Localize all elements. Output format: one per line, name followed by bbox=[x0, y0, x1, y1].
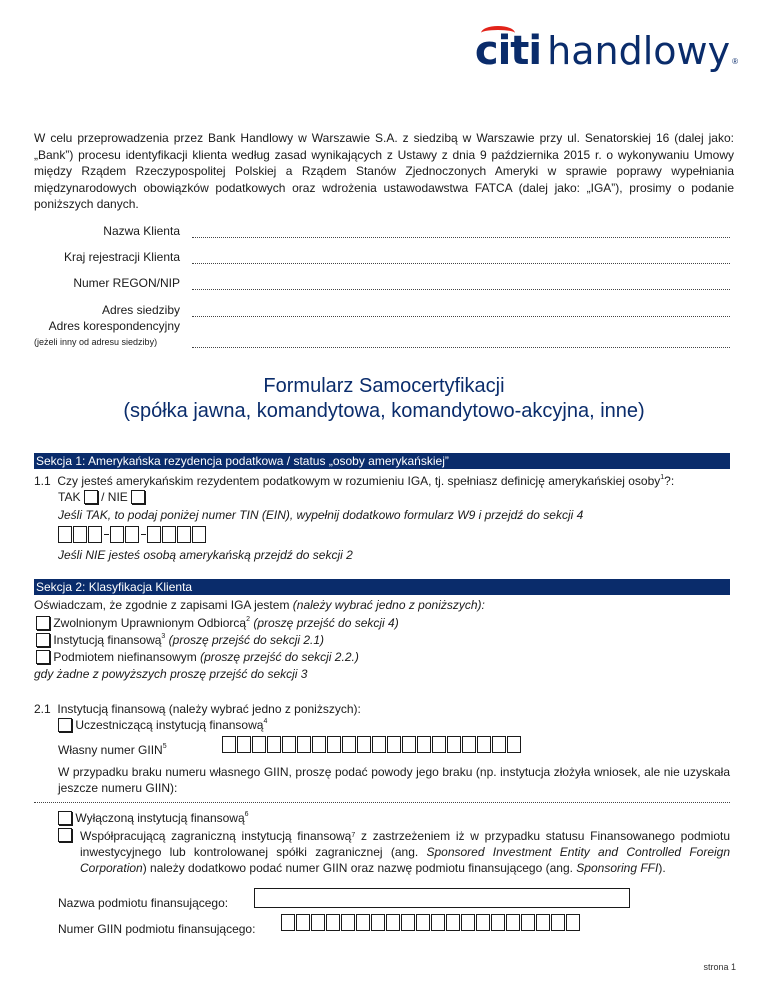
tin-digit-box[interactable] bbox=[88, 526, 102, 543]
tin-digit-box[interactable] bbox=[73, 526, 87, 543]
giin-char-box[interactable] bbox=[462, 736, 476, 753]
tin-digit-box[interactable] bbox=[125, 526, 139, 543]
option-financial-institution[interactable] bbox=[36, 633, 324, 647]
form-title: Formularz Samocertyfikacji bbox=[263, 375, 505, 397]
option-label: Podmiotem niefinansowym bbox=[53, 650, 197, 664]
regon-nip-input[interactable] bbox=[192, 280, 730, 290]
question-1-1 bbox=[34, 474, 674, 488]
footnote-ref: 6 bbox=[244, 811, 249, 818]
logo-citi-text: citi bbox=[474, 28, 542, 74]
corr-address-input[interactable] bbox=[192, 338, 730, 348]
sponsor-giin-input[interactable] bbox=[281, 914, 581, 931]
footnote-ref: 2 bbox=[246, 616, 250, 623]
intro-text: Oświadczam, że zgodnie z zapisami IGA jestem bbox=[34, 598, 290, 612]
field-label: Numer REGON/NIP bbox=[73, 276, 180, 290]
giin-char-box[interactable] bbox=[342, 736, 356, 753]
option-text: ) należy dodatkowo podać numer GIIN oraz nazwę podmiotu finansującego (ang. bbox=[142, 861, 577, 875]
sponsor-giin-char-box[interactable] bbox=[311, 914, 325, 931]
option-label: Współpracującą zagraniczną instytucją finansową bbox=[80, 829, 352, 843]
footnote-ref: 5 bbox=[162, 743, 167, 750]
giin-char-box[interactable] bbox=[447, 736, 461, 753]
sponsor-giin-char-box[interactable] bbox=[491, 914, 505, 931]
field-corr-label-row bbox=[34, 319, 184, 333]
giin-reason-paragraph: W przypadku braku numeru własnego GIIN, proszę podać powody jego braku (np. instytucja złożyła wniosek, ale nie uzyskała jeszcze numeru GIIN): bbox=[58, 765, 730, 795]
nie-checkbox[interactable] bbox=[131, 490, 145, 504]
option-hint: (proszę przejść do sekcji 2.2.) bbox=[200, 650, 359, 664]
giin-char-box[interactable] bbox=[237, 736, 251, 753]
giin-char-box[interactable] bbox=[297, 736, 311, 753]
option-label: Zwolnionym Uprawnionym Odbiorcą bbox=[53, 616, 247, 630]
tin-digit-box[interactable] bbox=[177, 526, 191, 543]
section-2-header: Sekcja 2: Klasyfikacja Klienta bbox=[34, 579, 730, 595]
sponsor-giin-char-box[interactable] bbox=[386, 914, 400, 931]
option-excluded-fi[interactable] bbox=[58, 811, 249, 825]
giin-reason-input[interactable] bbox=[34, 802, 730, 803]
client-name-input[interactable] bbox=[192, 228, 730, 238]
participating-fi-checkbox[interactable] bbox=[58, 718, 72, 732]
giin-char-box[interactable] bbox=[267, 736, 281, 753]
option-label: Instytucją finansową bbox=[53, 633, 162, 647]
sponsor-giin-char-box[interactable] bbox=[326, 914, 340, 931]
question-text: Czy jesteś amerykańskim rezydentem podatkowym w rozumieniu IGA, tj. spełniasz definicję amerykańskiej osoby bbox=[57, 474, 661, 488]
footnote-ref: 1 bbox=[660, 474, 665, 481]
sponsor-giin-char-box[interactable] bbox=[281, 914, 295, 931]
field-corr-sublabel: (jeżeli inny od adresu siedziby) bbox=[34, 337, 158, 347]
giin-char-box[interactable] bbox=[357, 736, 371, 753]
page-number: strona 1 bbox=[703, 962, 736, 972]
option-participating-fi[interactable] bbox=[58, 718, 267, 732]
footnote-ref: 7 bbox=[351, 832, 356, 839]
intro-paragraph: W celu przeprowadzenia przez Bank Handlowy w Warszawie S.A. z siedzibą w Warszawie przy ul. Senatorskiej 16 (dalej jako: „Bank”) procesu identyfikacji klienta według zasad wynikających z Ustawy z dnia 9 października 2015 r. o wykonywaniu Umowy między Rządem Rzeczypospolitej Polskiej a Rządem Stanów Zjednoczonych Ameryki w sprawie poprawy wypełniania międzynarodowych obowiązków podatkowych oraz wdrożenia ustawodawstwa FATCA (dalej jako: „IGA”), prosimy o podanie poniższych danych. bbox=[34, 131, 734, 211]
field-label: Adres korespondencyjny bbox=[48, 319, 180, 333]
sponsor-name-input[interactable] bbox=[254, 888, 630, 908]
giin-char-box[interactable] bbox=[417, 736, 431, 753]
field-label: Adres siedziby bbox=[101, 303, 180, 317]
tin-separator bbox=[104, 534, 109, 535]
option-cooperating-fi bbox=[80, 828, 730, 876]
giin-char-box[interactable] bbox=[327, 736, 341, 753]
sponsor-giin-char-box[interactable] bbox=[401, 914, 415, 931]
logo-handlowy-text: handlowy bbox=[547, 29, 731, 73]
address-input[interactable] bbox=[192, 307, 730, 317]
tak-nie-row bbox=[58, 490, 145, 504]
giin-label-text: Własny numer GIIN bbox=[58, 743, 163, 757]
sponsor-giin-char-box[interactable] bbox=[536, 914, 550, 931]
sponsor-giin-char-box[interactable] bbox=[356, 914, 370, 931]
giin-char-box[interactable] bbox=[492, 736, 506, 753]
excluded-fi-checkbox[interactable] bbox=[58, 811, 72, 825]
sponsor-giin-char-box[interactable] bbox=[551, 914, 565, 931]
if-no-instruction: Jeśli NIE jesteś osobą amerykańską przejdź do sekcji 2 bbox=[58, 548, 353, 562]
option-label: Wyłączoną instytucją finansową bbox=[75, 811, 245, 825]
tin-digit-box[interactable] bbox=[192, 526, 206, 543]
question-number: 1.1 bbox=[34, 474, 51, 488]
sponsor-giin-char-box[interactable] bbox=[521, 914, 535, 931]
giin-char-box[interactable] bbox=[312, 736, 326, 753]
field-regon-nip[interactable] bbox=[34, 276, 730, 290]
none-instruction: gdy żadne z powyższych proszę przejść do sekcji 3 bbox=[34, 667, 308, 681]
sponsor-giin-char-box[interactable] bbox=[566, 914, 580, 931]
field-label: Nazwa Klienta bbox=[103, 224, 180, 238]
section-1-header: Sekcja 1: Amerykańska rezydencja podatkowa / status „osoby amerykańskiej” bbox=[34, 453, 730, 469]
sponsor-name-label: Nazwa podmiotu finansującego: bbox=[58, 896, 229, 910]
nie-label: / NIE bbox=[101, 490, 128, 504]
tin-digit-box[interactable] bbox=[58, 526, 72, 543]
nfe-checkbox[interactable] bbox=[36, 650, 50, 664]
giin-char-box[interactable] bbox=[222, 736, 236, 753]
field-client-country[interactable] bbox=[34, 250, 730, 264]
section-hint: (należy wybrać jedno z poniższych): bbox=[168, 702, 361, 716]
if-yes-instruction: Jeśli TAK, to podaj poniżej numer TIN (EIN), wypełnij dodatkowo formularz W9 i przejdź do sekcji 4 bbox=[58, 508, 584, 522]
footnote-ref: 3 bbox=[161, 633, 166, 640]
client-country-input[interactable] bbox=[192, 254, 730, 264]
exempt-checkbox[interactable] bbox=[36, 616, 50, 630]
fi-checkbox[interactable] bbox=[36, 633, 50, 647]
giin-char-box[interactable] bbox=[372, 736, 386, 753]
footnote-ref: 4 bbox=[263, 718, 268, 725]
sponsor-giin-char-box[interactable] bbox=[341, 914, 355, 931]
option-hint: (proszę przejść do sekcji 2.1) bbox=[168, 633, 325, 647]
option-hint: (proszę przejść do sekcji 4) bbox=[253, 616, 399, 630]
tin-digit-box[interactable] bbox=[162, 526, 176, 543]
sponsor-giin-char-box[interactable] bbox=[506, 914, 520, 931]
tak-label: TAK bbox=[58, 490, 81, 504]
section-2-1-heading bbox=[34, 702, 361, 716]
giin-char-box[interactable] bbox=[507, 736, 521, 753]
tin-ein-input[interactable] bbox=[58, 526, 207, 543]
citi-handlowy-logo bbox=[475, 28, 738, 74]
section-number: 2.1 bbox=[34, 702, 51, 716]
giin-char-box[interactable] bbox=[282, 736, 296, 753]
logo-arc-icon bbox=[481, 26, 515, 40]
sponsor-giin-char-box[interactable] bbox=[476, 914, 490, 931]
sponsor-giin-char-box[interactable] bbox=[296, 914, 310, 931]
tak-checkbox[interactable] bbox=[84, 490, 98, 504]
giin-char-box[interactable] bbox=[387, 736, 401, 753]
giin-char-box[interactable] bbox=[402, 736, 416, 753]
field-corr-address[interactable] bbox=[192, 334, 730, 348]
option-text: ). bbox=[658, 861, 666, 875]
logo-registered-mark: ® bbox=[732, 57, 738, 66]
section-2-intro bbox=[34, 598, 485, 612]
option-text: z zastrzeżeniem iż w przypadku statusu Finansowanego podmiotu inwestycyjnego lub kontrolowanej spółki zagranicznej (ang. bbox=[80, 829, 731, 859]
giin-char-box[interactable] bbox=[432, 736, 446, 753]
tin-digit-box[interactable] bbox=[110, 526, 124, 543]
giin-char-box[interactable] bbox=[252, 736, 266, 753]
sponsor-giin-char-box[interactable] bbox=[446, 914, 460, 931]
tin-separator bbox=[141, 534, 146, 535]
section-title: Instytucją finansową bbox=[57, 702, 166, 716]
option-text-en: Sponsoring FFI bbox=[576, 861, 659, 875]
giin-char-box[interactable] bbox=[477, 736, 491, 753]
giin-label bbox=[58, 743, 167, 757]
tin-digit-box[interactable] bbox=[147, 526, 161, 543]
option-label: Uczestniczącą instytucją finansową bbox=[75, 718, 264, 732]
sponsor-giin-label: Numer GIIN podmiotu finansującego: bbox=[58, 922, 256, 936]
sponsor-giin-char-box[interactable] bbox=[416, 914, 430, 931]
cooperating-fi-checkbox[interactable] bbox=[58, 828, 72, 842]
option-text-en: Sponsored Investment Entity and Controlled Foreign Corporation bbox=[80, 845, 731, 875]
sponsor-giin-char-box[interactable] bbox=[371, 914, 385, 931]
sponsor-giin-char-box[interactable] bbox=[431, 914, 445, 931]
field-client-name[interactable] bbox=[34, 224, 730, 238]
field-address[interactable] bbox=[34, 303, 730, 317]
question-end: ?: bbox=[664, 474, 675, 488]
field-label: Kraj rejestracji Klienta bbox=[63, 250, 180, 264]
option-exempt-beneficial-owner[interactable] bbox=[36, 616, 399, 630]
intro-hint: (należy wybrać jedno z poniższych): bbox=[292, 598, 485, 612]
sponsor-giin-char-box[interactable] bbox=[461, 914, 475, 931]
giin-input[interactable] bbox=[222, 736, 522, 753]
option-non-financial-entity[interactable] bbox=[36, 650, 359, 664]
form-subtitle: (spółka jawna, komandytowa, komandytowo-akcyjna, inne) bbox=[123, 400, 645, 422]
